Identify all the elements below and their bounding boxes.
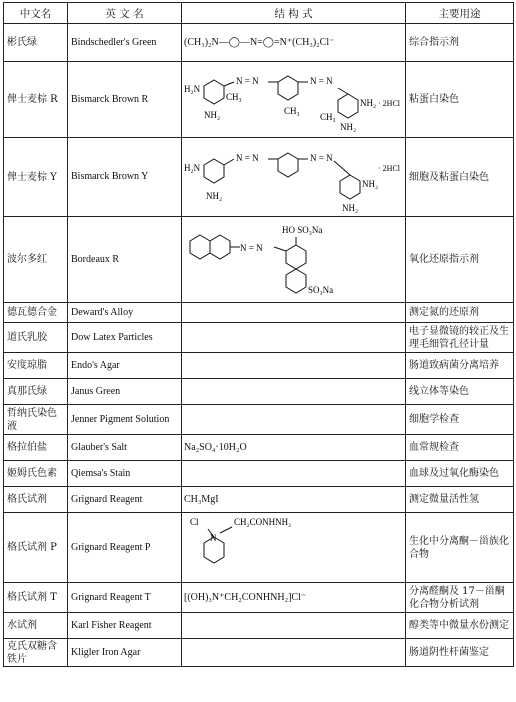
cell-en: Bismarck Brown Y	[68, 138, 182, 217]
cell-en: Bordeaux R	[68, 217, 182, 303]
cell-use: 肠道阴性杆菌鉴定	[406, 639, 514, 667]
cell-en: Bindschedler's Green	[68, 24, 182, 62]
cell-cn: 克氏双糖含铁片	[4, 639, 68, 667]
chem-amino: NH₂	[360, 98, 377, 108]
cell-use: 血球及过氧化酶染色	[406, 461, 514, 487]
cell-use: 肠道致病菌分离培养	[406, 353, 514, 379]
structure-formula: (CH₃)₂N—◯—N=◯=N⁺(CH₃)₂Cl⁻	[184, 37, 335, 48]
table-row	[4, 461, 514, 487]
cell-structure	[182, 613, 406, 639]
cell-cn: 水试剂	[4, 613, 68, 639]
chem-diazo: N = N	[310, 152, 333, 163]
cell-use: 生化中分离酮－甾族化合物	[406, 513, 514, 583]
chem-methyl: CH₃	[226, 92, 242, 102]
cell-en: Dow Latex Particles	[68, 323, 182, 353]
cell-use: 综合指示剂	[406, 24, 514, 62]
chem-diazo: N = N	[236, 76, 259, 86]
cell-structure	[182, 461, 406, 487]
cell-en: Karl Fisher Reagent	[68, 613, 182, 639]
chem-sulfo: SO₃Na	[308, 285, 334, 295]
cell-structure	[182, 379, 406, 405]
chem-methyl: CH₃	[284, 106, 300, 116]
chem-amino-left: H₂N	[184, 162, 201, 173]
table-row	[4, 353, 514, 379]
cell-en: Deward's Alloy	[68, 303, 182, 323]
table-row	[4, 613, 514, 639]
chem-amino: NH₂	[204, 110, 221, 120]
header-structure: 结 构 式	[182, 3, 406, 24]
chem-methyl: CH₃	[320, 112, 336, 122]
cell-en: Glauber's Salt	[68, 435, 182, 461]
table-row	[4, 513, 514, 583]
cell-use: 粘蛋白染色	[406, 62, 514, 138]
cell-en: Bismarck Brown R	[68, 62, 182, 138]
cell-cn: 格氏试剂 T	[4, 583, 68, 613]
chem-hcl: · 2HCl	[378, 163, 400, 173]
cell-structure	[182, 435, 406, 461]
cell-cn: 安度琼脂	[4, 353, 68, 379]
chem-diazo: N = N	[236, 152, 259, 163]
reagent-table	[3, 2, 514, 667]
chem-cl: Cl	[190, 517, 199, 527]
header-cn: 中文名	[4, 3, 68, 24]
chem-amino: NH₂	[342, 202, 359, 213]
cell-use: 细胞及粘蛋白染色	[406, 138, 514, 217]
cell-structure	[182, 405, 406, 435]
cell-cn: 彬氏绿	[4, 24, 68, 62]
cell-cn: 波尔多红	[4, 217, 68, 303]
structure-formula: [(OH)₃N⁺CH₂CONHNH₂]Cl⁻	[184, 592, 307, 603]
cell-use: 测定氮的还原剂	[406, 303, 514, 323]
structure-formula: Na₂SO₄·10H₂O	[184, 442, 247, 453]
chem-amino: NH₂	[362, 178, 379, 189]
cell-en: Jenner Pigment Solution	[68, 405, 182, 435]
cell-structure	[182, 138, 406, 217]
chem-hcl: · 2HCl	[378, 99, 400, 108]
chem-hydroxy-sulfo: HO SO₃Na	[282, 225, 323, 235]
chem-amino: NH₂	[206, 190, 223, 201]
cell-use: 线立体等染色	[406, 379, 514, 405]
cell-en: Janus Green	[68, 379, 182, 405]
header-row	[4, 3, 514, 24]
table-row	[4, 379, 514, 405]
cell-use: 测定微量活性氢	[406, 487, 514, 513]
table-row	[4, 62, 514, 138]
chem-n: N	[210, 533, 217, 543]
table-row	[4, 435, 514, 461]
cell-use: 电子显微镜的较正及生理毛细管孔径计量	[406, 323, 514, 353]
cell-use: 醇类等中微量水份测定	[406, 613, 514, 639]
table-row	[4, 138, 514, 217]
cell-cn: 格拉伯盐	[4, 435, 68, 461]
table-row	[4, 487, 514, 513]
cell-cn: 道氏乳胶	[4, 323, 68, 353]
table-row	[4, 405, 514, 435]
cell-cn: 格氏试剂 P	[4, 513, 68, 583]
cell-en: Grignard Reagent	[68, 487, 182, 513]
cell-cn: 格氏试剂	[4, 487, 68, 513]
table-row	[4, 217, 514, 303]
cell-structure	[182, 487, 406, 513]
cell-structure	[182, 323, 406, 353]
cell-structure	[182, 583, 406, 613]
cell-cn: 俾士麦棕 Y	[4, 138, 68, 217]
grignard-p-structure	[184, 513, 400, 579]
table-row	[4, 303, 514, 323]
cell-cn: 哲纳氏染色液	[4, 405, 68, 435]
cell-structure	[182, 639, 406, 667]
cell-cn: 俾士麦棕 R	[4, 62, 68, 138]
table-row	[4, 323, 514, 353]
cell-structure	[182, 62, 406, 138]
cell-en: Grignard Reagent P	[68, 513, 182, 583]
table-row	[4, 639, 514, 667]
cell-cn: 姬姆氏色素	[4, 461, 68, 487]
header-use: 主要用途	[406, 3, 514, 24]
cell-structure	[182, 353, 406, 379]
cell-use: 氧化还原指示剂	[406, 217, 514, 303]
chem-amino-left: H₂N	[184, 84, 201, 94]
table-row	[4, 24, 514, 62]
chem-side-chain: CH₂CONHNH₂	[234, 517, 292, 527]
cell-cn: 真那氏绿	[4, 379, 68, 405]
cell-use: 血常规检查	[406, 435, 514, 461]
cell-en: Grignard Reagent T	[68, 583, 182, 613]
cell-en: Endo's Agar	[68, 353, 182, 379]
bismarck-brown-r-structure	[184, 62, 400, 134]
chem-diazo: N = N	[240, 243, 263, 253]
cell-use: 分离醛酮及 17－甾酮化合物分析试剂	[406, 583, 514, 613]
table-row	[4, 583, 514, 613]
cell-cn: 德瓦德合金	[4, 303, 68, 323]
cell-en: Qiemsa's Stain	[68, 461, 182, 487]
chem-diazo: N = N	[310, 76, 333, 86]
structure-formula: CH₃MgI	[184, 494, 219, 505]
cell-structure	[182, 303, 406, 323]
chem-amino: NH₂	[340, 122, 357, 132]
header-en: 英 文 名	[68, 3, 182, 24]
cell-structure	[182, 217, 406, 303]
cell-structure	[182, 513, 406, 583]
cell-en: Kligler Iron Agar	[68, 639, 182, 667]
cell-use: 细胞学检查	[406, 405, 514, 435]
bordeaux-r-structure	[184, 217, 400, 299]
bismarck-brown-y-structure	[184, 139, 400, 213]
cell-structure	[182, 24, 406, 62]
